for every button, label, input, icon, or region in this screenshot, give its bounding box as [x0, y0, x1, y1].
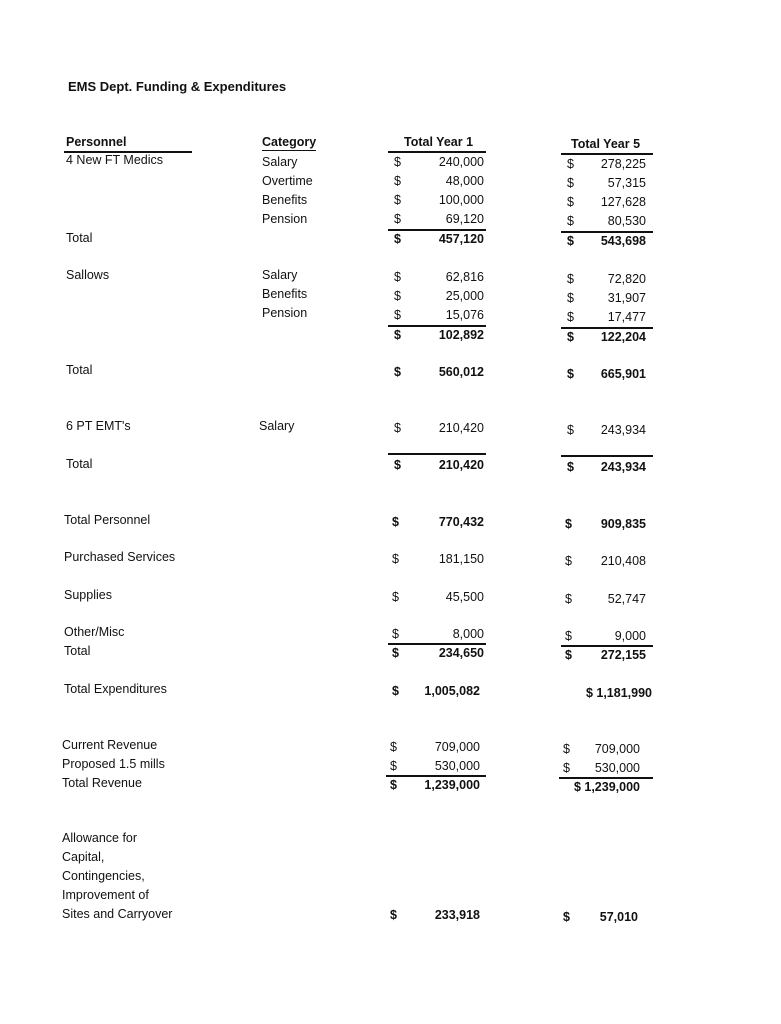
sallows-subtotal-y5: 122,204: [600, 330, 646, 344]
current-revenue-y1: 709,000: [434, 740, 480, 754]
total-revenue-label: Total Revenue: [62, 776, 142, 790]
sallows-subtotal-y1: 102,892: [438, 328, 484, 342]
ft-medics-overtime-y1: 48,000: [445, 174, 484, 188]
ft-medics-label: 4 New FT Medics: [66, 153, 164, 167]
currency-sign: $: [394, 270, 401, 284]
currency-sign: $: [567, 460, 574, 474]
currency-sign: $: [392, 515, 399, 529]
currency-sign: $: [567, 195, 574, 209]
sallows-total-y5: 665,901: [600, 367, 646, 381]
ft-medics-overtime-y5: 57,315: [607, 176, 646, 190]
currency-sign: $: [392, 552, 399, 566]
sallows-benefits-y5: 31,907: [607, 291, 646, 305]
currency-sign: $: [567, 423, 574, 437]
header-personnel: Personnel: [66, 135, 127, 149]
sallows-total-y1: 560,012: [438, 365, 484, 379]
ft-medics-salary-y5: 278,225: [600, 157, 646, 171]
total-personnel-y1: 770,432: [438, 515, 484, 529]
currency-sign: $: [392, 627, 399, 641]
currency-sign: $: [565, 554, 572, 568]
total-personnel-label: Total Personnel: [64, 513, 151, 527]
currency-sign: $: [392, 646, 399, 660]
supplies-label: Supplies: [64, 588, 112, 602]
ft-medics-total-label: Total: [66, 231, 93, 245]
pt-emts-total-y1: 210,420: [438, 458, 484, 472]
sallows-cat-benefits: Benefits: [262, 287, 308, 301]
pt-emts-salary-y5: 243,934: [600, 423, 646, 437]
currency-sign: $: [567, 291, 574, 305]
currency-sign: $: [565, 592, 572, 606]
ft-medics-cat-pension: Pension: [262, 212, 308, 226]
allowance-label: [62, 829, 172, 924]
pt-emts-y5-rule: [561, 455, 653, 457]
pt-emts-total-y5: 243,934: [600, 460, 646, 474]
other-total-label: Total: [64, 644, 91, 658]
currency-sign: $: [394, 365, 401, 379]
currency-sign: $: [394, 289, 401, 303]
currency-sign: $: [394, 155, 401, 169]
currency-sign: $: [394, 308, 401, 322]
ft-medics-total-y5: 543,698: [600, 234, 646, 248]
allowance-line: Sites and Carryover: [62, 907, 173, 921]
ft-medics-total-y1: 457,120: [438, 232, 484, 246]
header-year5: Total Year 5: [571, 137, 641, 151]
allowance-y5: 57,010: [599, 910, 638, 924]
other-misc-y1: 8,000: [452, 627, 484, 641]
sallows-cat-salary: Salary: [262, 268, 298, 282]
total-revenue-y1: 1,239,000: [424, 778, 480, 792]
supplies-y1: 45,500: [445, 590, 484, 604]
currency-sign: $: [567, 272, 574, 286]
purchased-services-y5: 210,408: [600, 554, 646, 568]
currency-sign: $: [392, 684, 399, 698]
proposed-mills-y1: 530,000: [434, 759, 480, 773]
currency-sign: $: [563, 761, 570, 775]
proposed-mills-label: Proposed 1.5 mills: [62, 757, 165, 771]
currency-sign: $: [390, 740, 397, 754]
proposed-mills-y5: 530,000: [594, 761, 640, 775]
other-misc-label: Other/Misc: [64, 625, 125, 639]
currency-sign: $: [563, 910, 570, 924]
currency-sign: $: [394, 193, 401, 207]
other-total-y1: 234,650: [438, 646, 484, 660]
pt-emts-total-label: Total: [66, 457, 93, 471]
total-personnel-y5: 909,835: [600, 517, 646, 531]
ft-medics-benefits-y1: 100,000: [438, 193, 484, 207]
ft-medics-pension-y5: 80,530: [607, 214, 646, 228]
currency-sign: $: [567, 176, 574, 190]
page-title: EMS Dept. Funding & Expenditures: [68, 79, 287, 94]
currency-sign: $: [394, 212, 401, 226]
sallows-benefits-y1: 25,000: [445, 289, 484, 303]
ft-medics-cat-salary: Salary: [262, 155, 298, 169]
pt-emts-cat-salary: Salary: [259, 419, 295, 433]
pt-emts-label: 6 PT EMT's: [66, 419, 131, 433]
sallows-cat-pension: Pension: [262, 306, 308, 320]
pt-emts-y1-rule: [388, 453, 486, 455]
currency-sign: $: [565, 629, 572, 643]
currency-sign: $: [567, 310, 574, 324]
currency-sign: $: [392, 590, 399, 604]
currency-sign: $: [394, 174, 401, 188]
currency-sign: $: [565, 517, 572, 531]
currency-sign: $: [394, 328, 401, 342]
ft-medics-cat-overtime: Overtime: [262, 174, 313, 188]
ft-medics-cat-benefits: Benefits: [262, 193, 308, 207]
allowance-line: Contingencies,: [62, 869, 145, 883]
currency-sign: $: [394, 421, 401, 435]
sallows-salary-y5: 72,820: [607, 272, 646, 286]
total-revenue-y5: $ 1,239,000: [573, 780, 640, 794]
other-total-y5: 272,155: [600, 648, 646, 662]
currency-sign: $: [567, 330, 574, 344]
ft-medics-benefits-y5: 127,628: [600, 195, 646, 209]
currency-sign: $: [390, 778, 397, 792]
currency-sign: $: [567, 367, 574, 381]
sallows-total-label: Total: [66, 363, 93, 377]
supplies-y5: 52,747: [607, 592, 646, 606]
pt-emts-salary-y1: 210,420: [438, 421, 484, 435]
current-revenue-label: Current Revenue: [62, 738, 158, 752]
currency-sign: $: [394, 232, 401, 246]
sallows-salary-y1: 62,816: [445, 270, 484, 284]
allowance-line: Improvement of: [62, 888, 149, 902]
purchased-services-y1: 181,150: [438, 552, 484, 566]
total-expenditures-y1: 1,005,082: [424, 684, 480, 698]
allowance-y1: 233,918: [434, 908, 480, 922]
currency-sign: $: [390, 908, 397, 922]
currency-sign: $: [567, 157, 574, 171]
currency-sign: $: [390, 759, 397, 773]
sallows-pension-y1: 15,076: [445, 308, 484, 322]
total-expenditures-y5: $ 1,181,990: [585, 686, 652, 700]
other-misc-y5: 9,000: [614, 629, 646, 643]
header-category: Category: [262, 135, 317, 149]
total-expenditures-label: Total Expenditures: [64, 682, 167, 696]
sallows-label: Sallows: [66, 268, 110, 282]
currency-sign: $: [563, 742, 570, 756]
currency-sign: $: [567, 214, 574, 228]
allowance-line: Allowance for: [62, 831, 138, 845]
sallows-pension-y5: 17,477: [607, 310, 646, 324]
allowance-line: Capital,: [62, 850, 105, 864]
purchased-services-label: Purchased Services: [64, 550, 176, 564]
currency-sign: $: [565, 648, 572, 662]
currency-sign: $: [567, 234, 574, 248]
current-revenue-y5: 709,000: [594, 742, 640, 756]
currency-sign: $: [394, 458, 401, 472]
header-year1: Total Year 1: [404, 135, 474, 149]
ft-medics-salary-y1: 240,000: [438, 155, 484, 169]
ft-medics-pension-y1: 69,120: [445, 212, 484, 226]
